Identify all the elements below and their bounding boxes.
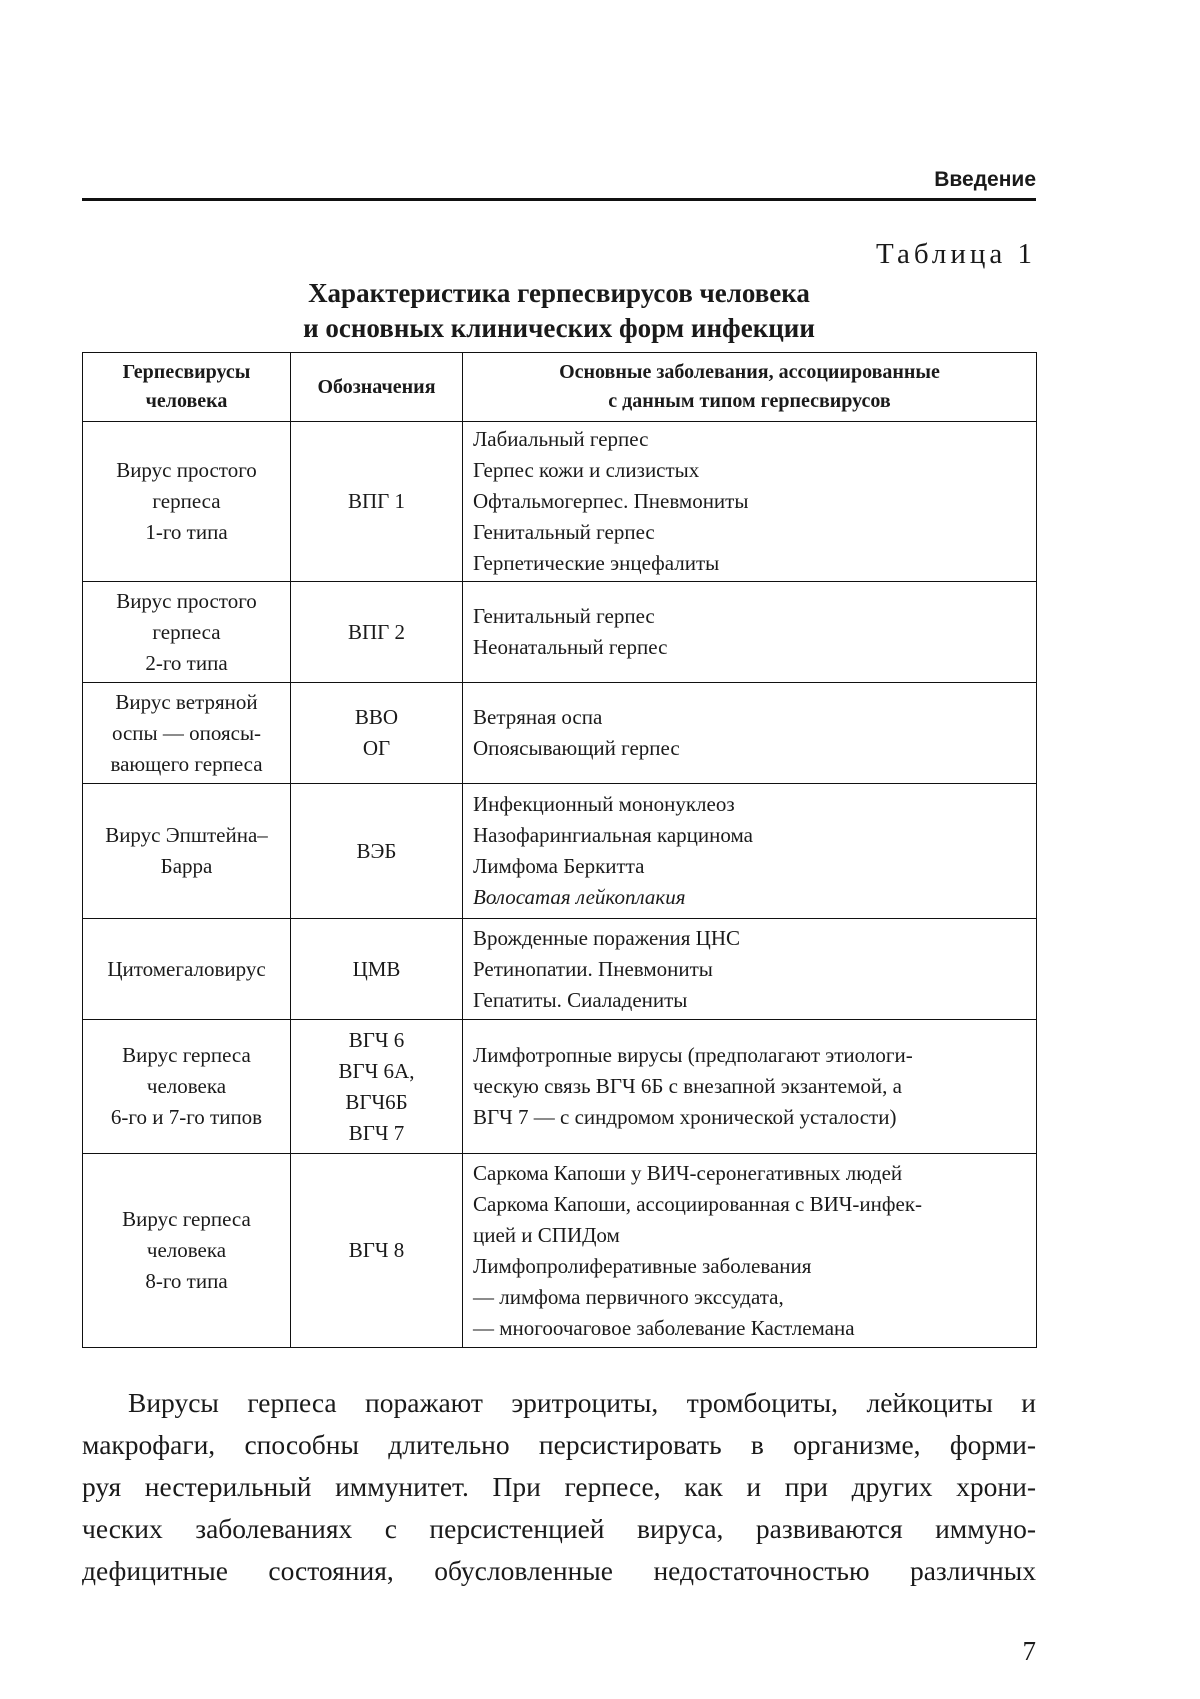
column-header-code — [291, 353, 463, 422]
cell-line: 2-го типа — [145, 650, 228, 675]
paragraph-line: макрофаги, способны длительно персистировать в организме, форми- — [82, 1429, 1036, 1460]
cell-line: ВГЧ 7 — [348, 1120, 405, 1145]
cell-line: — лимфома первичного экссудата, — [473, 1284, 784, 1309]
cell-line: Генитальный герпес — [473, 604, 655, 628]
cell-line: Вирус Эпштейна– — [105, 823, 268, 847]
header-line: Обозначения — [317, 375, 436, 398]
cell-line: Ветряная оспа — [473, 705, 603, 729]
cell-line: Саркома Капоши, ассоциированная с ВИЧ-инфек- — [473, 1191, 923, 1216]
cell-line: Лимфопролиферативные заболевания — [473, 1253, 812, 1278]
virus-cell — [83, 919, 291, 1020]
cell-line: Назофарингиальная карцинома — [473, 823, 753, 847]
virus-cell — [83, 1020, 291, 1154]
cell-line: ВЭБ — [356, 838, 397, 863]
code-cell — [291, 1020, 463, 1154]
cell-line: Герпетические энцефалиты — [473, 551, 720, 575]
cell-line: оспы — опоясы- — [111, 720, 262, 745]
cell-line: 8-го типа — [145, 1269, 228, 1293]
table-row — [83, 1020, 1037, 1154]
virus-cell — [83, 1154, 291, 1348]
cell-line: человека — [146, 1074, 227, 1098]
cell-line: Вирус герпеса — [122, 1207, 251, 1231]
cell-line: ОГ — [362, 736, 391, 760]
herpesvirus-table — [82, 352, 1037, 1348]
table-row — [83, 683, 1037, 784]
cell-line: ВПГ 1 — [347, 489, 406, 513]
virus-cell — [83, 784, 291, 919]
cell-line: — многоочаговое заболевание Кастлемана — [473, 1315, 855, 1340]
diseases-cell — [463, 919, 1037, 1020]
page-number: 7 — [1022, 1636, 1036, 1666]
cell-line: цией и СПИДом — [473, 1222, 620, 1247]
cell-line: ческую связь ВГЧ 6Б с внезапной экзантемой, а — [473, 1074, 902, 1098]
header-line: с данным типом герпесвирусов — [608, 390, 891, 412]
header-rule — [82, 198, 1036, 201]
diseases-cell — [463, 582, 1037, 683]
paragraph-line: руя нестерильный иммунитет. При герпесе, как и при других хрони- — [82, 1471, 1036, 1502]
cell-line: ВГЧ 6А, — [338, 1058, 415, 1083]
header-line: Основные заболевания, ассоциированные — [559, 361, 940, 383]
cell-line: Генитальный герпес — [473, 520, 655, 544]
diseases-cell — [463, 683, 1037, 784]
column-header-virus — [83, 353, 291, 422]
paragraph-line: ческих заболеваниях с персистенцией вируса, развиваются иммуно- — [82, 1513, 1036, 1544]
table-row — [83, 422, 1037, 582]
column-header-diseases — [463, 353, 1037, 422]
cell-line: вающего герпеса — [110, 751, 263, 776]
cell-line: ВПГ 2 — [347, 619, 406, 644]
table-caption: Таблица 1 — [875, 238, 1036, 270]
virus-cell — [83, 582, 291, 683]
code-cell — [291, 784, 463, 919]
table-title-line: и основных клинических форм инфекции — [303, 313, 815, 343]
cell-line: человека — [146, 1238, 227, 1262]
cell-line: Цитомегаловирус — [107, 956, 266, 981]
paragraph-line: Вирусы герпеса поражают эритроциты, тромбоциты, лейкоциты и — [128, 1387, 1036, 1418]
diseases-cell — [463, 784, 1037, 919]
table-row — [83, 1154, 1037, 1348]
cell-line: ВГЧ 8 — [348, 1238, 405, 1262]
cell-line: герпеса — [152, 489, 221, 513]
code-cell — [291, 919, 463, 1020]
cell-line: ЦМВ — [352, 956, 401, 981]
table-title — [82, 276, 1036, 346]
cell-line: Герпес кожи и слизистых — [473, 458, 700, 482]
table-row — [83, 582, 1037, 683]
cell-line: Врожденные поражения ЦНС — [473, 925, 740, 950]
paragraph-line: дефицитные состояния, обусловленные недостаточностью различных — [82, 1555, 1036, 1586]
cell-line: ВВО — [354, 705, 399, 729]
cell-line: Неонатальный герпес — [473, 635, 668, 659]
cell-line: Волосатая лейкоплакия — [473, 885, 686, 909]
diseases-cell — [463, 1020, 1037, 1154]
cell-line: Гепатиты. Сиаладениты — [473, 987, 688, 1012]
cell-line: Опоясывающий герпес — [473, 736, 680, 760]
table-row — [83, 919, 1037, 1020]
cell-line: 1-го типа — [145, 520, 228, 544]
header-line: человека — [145, 390, 228, 412]
table-header-row — [83, 353, 1037, 422]
virus-cell — [83, 422, 291, 582]
code-cell — [291, 683, 463, 784]
code-cell — [291, 1154, 463, 1348]
cell-line: ВГЧ6Б — [345, 1089, 408, 1114]
cell-line: Лабиальный герпес — [473, 427, 649, 451]
cell-line: ВГЧ 7 — с синдромом хронической усталости) — [473, 1105, 897, 1129]
cell-line: Офтальмогерпес. Пневмониты — [473, 489, 749, 513]
cell-line: герпеса — [152, 619, 221, 644]
running-head: Введение — [934, 168, 1036, 191]
cell-line: Вирус ветряной — [115, 689, 258, 714]
cell-line: 6-го и 7-го типов — [110, 1105, 263, 1129]
cell-line: Вирус простого — [116, 588, 257, 613]
body-paragraph — [82, 1382, 1036, 1592]
cell-line: ВГЧ 6 — [348, 1027, 405, 1052]
cell-line: Саркома Капоши у ВИЧ-серонегативных людей — [473, 1160, 903, 1185]
cell-line: Вирус простого — [116, 458, 257, 482]
virus-cell — [83, 683, 291, 784]
cell-line: Барра — [160, 854, 213, 878]
cell-line: Лимфотропные вирусы (предполагают этиологи- — [473, 1043, 913, 1067]
header-line: Герпесвирусы — [122, 361, 251, 383]
code-cell — [291, 582, 463, 683]
cell-line: Инфекционный мононуклеоз — [473, 792, 735, 816]
diseases-cell — [463, 1154, 1037, 1348]
table-row — [83, 784, 1037, 919]
diseases-cell — [463, 422, 1037, 582]
cell-line: Лимфома Беркитта — [473, 854, 645, 878]
cell-line: Вирус герпеса — [122, 1043, 251, 1067]
cell-line: Ретинопатии. Пневмониты — [473, 956, 713, 981]
table-title-line: Характеристика герпесвирусов человека — [308, 278, 810, 308]
code-cell — [291, 422, 463, 582]
